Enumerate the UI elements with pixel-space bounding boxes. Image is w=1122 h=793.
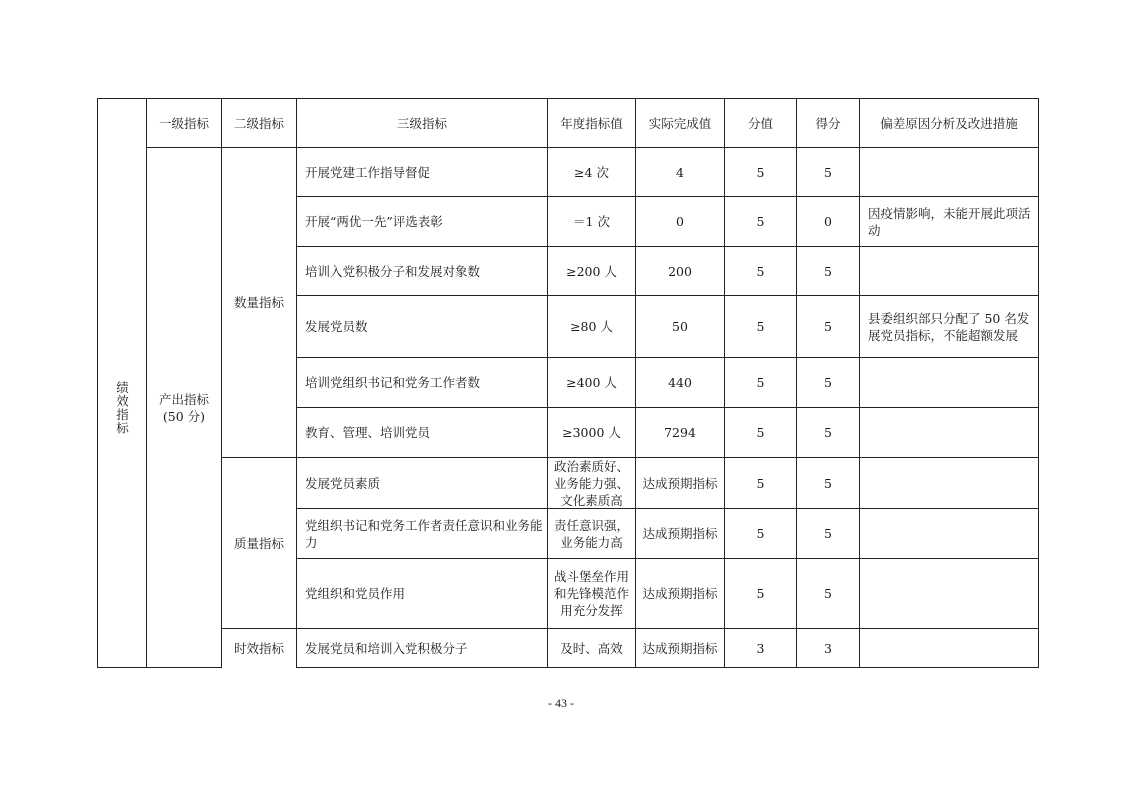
row-target: 战斗堡垒作用和先锋模范作用充分发挥 (553, 569, 629, 618)
level1-group-title: 产出指标 (158, 391, 209, 407)
row-target: ≥4 次 (574, 164, 609, 180)
header-level2: 二级指标 (233, 115, 284, 131)
row-score: 3 (824, 640, 832, 656)
row-actual: 50 (672, 319, 688, 334)
group-quantity: 数量指标 (233, 295, 284, 310)
row-score: 5 (824, 475, 832, 491)
row-actual: 达成预期指标 (642, 640, 718, 656)
row-value: 5 (756, 164, 765, 180)
row-actual: 达成预期指标 (642, 526, 718, 541)
row-actual: 200 (668, 263, 692, 279)
row-note (860, 408, 1038, 457)
row-value: 5 (756, 319, 765, 334)
row-target: ＝1 次 (573, 214, 610, 229)
row-value: 5 (756, 375, 765, 390)
row-name: 发展党员素质 (305, 475, 381, 491)
row-actual: 4 (676, 164, 684, 180)
row-score: 5 (824, 425, 832, 440)
row-name: 教育、管理、培训党员 (305, 425, 431, 440)
row-actual: 0 (676, 214, 684, 229)
row-note (860, 358, 1038, 407)
header-actual: 实际完成值 (648, 115, 712, 131)
row-score: 5 (824, 319, 832, 334)
row-note (860, 629, 1038, 667)
row-name: 党组织书记和党务工作者责任意识和业务能力 (305, 517, 543, 550)
row-value: 5 (756, 214, 765, 229)
header-level3: 三级指标 (396, 115, 447, 131)
row-name: 开展“两优一先”评选表彰 (305, 214, 443, 229)
row-name: 发展党员和培训入党积极分子 (305, 640, 468, 656)
category-label: 绩效指标 (114, 380, 130, 435)
row-target: ≥3000 人 (562, 425, 621, 440)
row-score: 5 (824, 263, 832, 279)
row-score: 5 (824, 586, 832, 601)
row-value: 5 (756, 475, 765, 491)
level1-group-points: (50 分) (162, 408, 206, 424)
row-value: 5 (756, 263, 765, 279)
header-level1: 一级指标 (158, 115, 209, 131)
header-target: 年度指标值 (560, 115, 623, 131)
row-score: 5 (824, 375, 832, 390)
row-note (860, 458, 1038, 508)
row-target: 及时、高效 (560, 640, 623, 656)
level1-group (147, 148, 221, 667)
row-target: 政治素质好、业务能力强、文化素质高 (553, 458, 629, 508)
row-name: 党组织和党员作用 (305, 586, 406, 601)
header-score-value: 分值 (747, 115, 773, 131)
row-name: 开展党建工作指导督促 (305, 164, 431, 180)
row-note: 因疫情影响，未能开展此项活动 (868, 205, 1031, 238)
row-value: 5 (756, 586, 765, 601)
row-note (860, 247, 1038, 295)
header-reason: 偏差原因分析及改进措施 (880, 115, 1018, 131)
row-target: ≥80 人 (570, 319, 613, 334)
row-target: 责任意识强，业务能力高 (553, 517, 629, 550)
row-score: 0 (824, 214, 832, 229)
row-actual: 达成预期指标 (642, 475, 718, 491)
header-score-got: 得分 (815, 115, 841, 131)
row-name: 培训入党积极分子和发展对象数 (305, 263, 481, 279)
row-name: 发展党员数 (305, 319, 368, 334)
row-target: ≥200 人 (566, 263, 617, 279)
row-note (860, 559, 1038, 628)
row-value: 5 (756, 425, 765, 440)
group-timeliness: 时效指标 (233, 640, 284, 656)
row-score: 5 (824, 526, 832, 541)
row-value: 5 (756, 526, 765, 541)
row-note (860, 509, 1038, 558)
row-target: ≥400 人 (566, 375, 617, 390)
row-actual: 440 (668, 375, 692, 390)
row-actual: 达成预期指标 (642, 586, 718, 601)
row-value: 3 (756, 640, 765, 656)
row-note (860, 148, 1038, 196)
row-actual: 7294 (664, 425, 696, 440)
group-quality: 质量指标 (233, 535, 284, 551)
page-number: - 43 - (548, 696, 574, 710)
row-name: 培训党组织书记和党务工作者数 (305, 375, 481, 390)
row-note: 县委组织部只分配了 50 名发展党员指标，不能超额发展 (868, 310, 1030, 343)
row-score: 5 (824, 164, 832, 180)
